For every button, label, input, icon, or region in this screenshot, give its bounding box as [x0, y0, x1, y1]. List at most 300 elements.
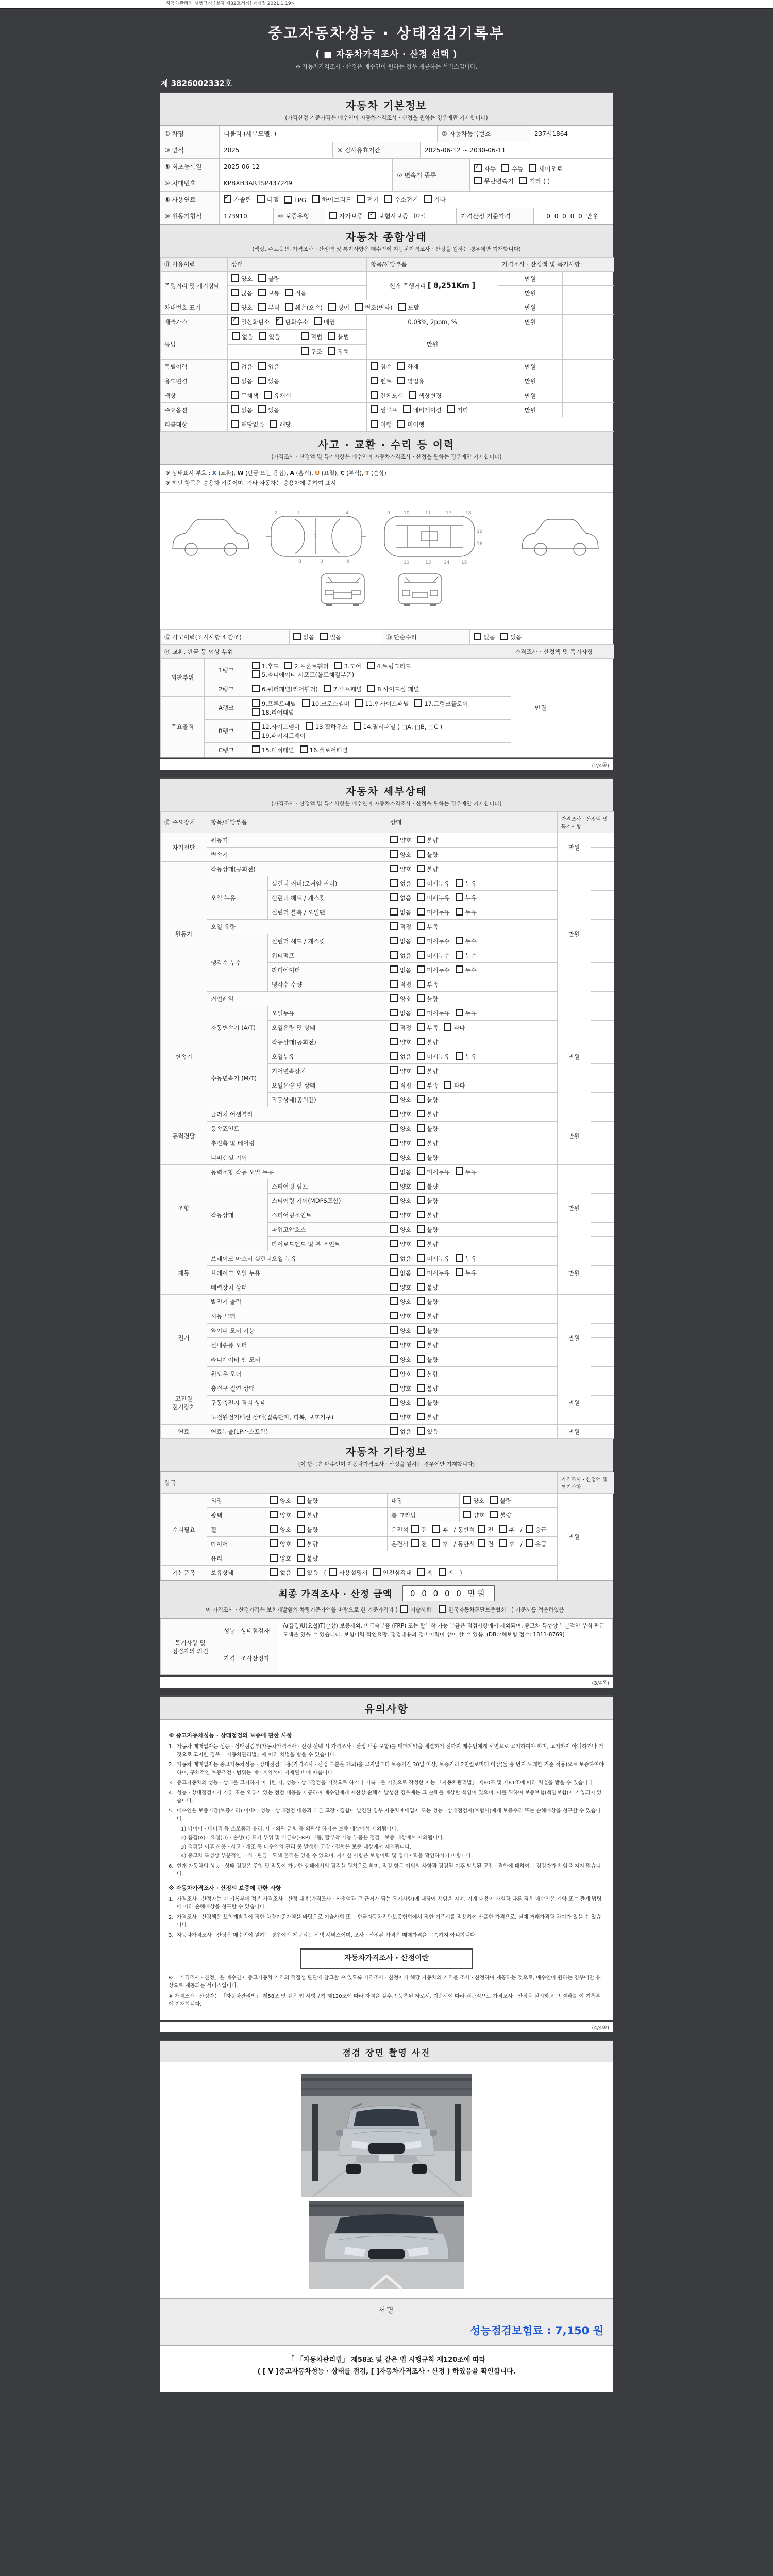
checkbox[interactable]: [384, 195, 392, 203]
note-cell: [563, 403, 614, 417]
checkbox[interactable]: [417, 850, 425, 858]
checkbox[interactable]: [371, 420, 378, 428]
notice-subitem: 3) 점검일 이후 사용 · 사고 · 개조 등 매수인의 관리 중 발생한 고장 · 결함은 보증 대상에서 제외됩니다.: [181, 1844, 412, 1850]
checkbox[interactable]: [367, 685, 375, 692]
checkbox[interactable]: [270, 420, 277, 428]
checkbox[interactable]: [390, 865, 398, 872]
checkbox[interactable]: [417, 879, 425, 887]
checkbox-option: 불량: [297, 1497, 318, 1504]
note-cell: [591, 876, 614, 891]
svg-text:10: 10: [404, 511, 410, 516]
checkbox[interactable]: [390, 1225, 398, 1233]
checkbox[interactable]: [526, 1525, 533, 1533]
checkbox[interactable]: [258, 289, 266, 296]
checkbox[interactable]: [259, 332, 266, 340]
checkbox-option: 수소전기: [384, 195, 418, 204]
device-item-label: 스티어링 기어(MDPS포함): [268, 1194, 386, 1208]
checkbox-option: 불량: [297, 1540, 318, 1548]
checkbox[interactable]: [252, 670, 260, 678]
checkbox[interactable]: [411, 1539, 419, 1547]
checkbox[interactable]: [258, 303, 266, 311]
section-accident-history: [160, 432, 613, 465]
checkbox[interactable]: [390, 1066, 398, 1074]
checkbox[interactable]: [397, 377, 405, 384]
checkbox[interactable]: [297, 1511, 305, 1518]
checkbox[interactable]: [417, 1124, 425, 1132]
checkbox-option: 전체도색: [371, 392, 403, 399]
checkbox[interactable]: [284, 196, 292, 204]
checkbox[interactable]: [499, 1525, 507, 1533]
checkbox[interactable]: [390, 1240, 398, 1247]
note-cell: [563, 272, 614, 286]
checkbox-option: 자가보증: [329, 213, 363, 220]
checkbox[interactable]: [417, 1167, 425, 1175]
checkbox[interactable]: [252, 722, 260, 730]
checkbox-option: 누유: [456, 1053, 477, 1060]
checkbox[interactable]: [417, 1009, 425, 1016]
checkbox[interactable]: [417, 1211, 425, 1218]
checkbox[interactable]: [432, 1539, 440, 1547]
checkbox[interactable]: [306, 722, 313, 730]
checkbox[interactable]: [334, 662, 342, 669]
checkbox[interactable]: [390, 1124, 398, 1132]
checkbox[interactable]: [417, 951, 425, 959]
checkbox[interactable]: [297, 1539, 305, 1547]
checkbox[interactable]: [231, 289, 239, 296]
checkbox[interactable]: [270, 1511, 278, 1518]
checkbox[interactable]: [371, 405, 378, 413]
checkbox[interactable]: [456, 937, 463, 944]
checkbox[interactable]: [300, 745, 308, 753]
device-item-status: [386, 934, 558, 948]
checkbox[interactable]: [285, 303, 293, 311]
exterior-label: 외장: [207, 1494, 266, 1508]
checkbox[interactable]: [390, 937, 398, 944]
checkbox[interactable]: [390, 1398, 398, 1406]
checkbox[interactable]: [417, 1568, 425, 1576]
checkbox[interactable]: [417, 1182, 425, 1190]
checkbox[interactable]: [456, 879, 463, 887]
checkbox[interactable]: [390, 1312, 398, 1319]
device-item-status: [386, 1352, 558, 1367]
checkbox[interactable]: [232, 332, 240, 340]
checkbox[interactable]: [529, 164, 536, 172]
checkbox[interactable]: [397, 420, 405, 428]
checkbox[interactable]: [390, 1153, 398, 1161]
checkbox[interactable]: [417, 1312, 425, 1319]
checkbox[interactable]: [463, 1511, 471, 1518]
checkbox[interactable]: [417, 1384, 425, 1392]
device-item-status: [386, 1396, 558, 1410]
checkbox[interactable]: [390, 893, 398, 901]
checkbox[interactable]: [417, 1110, 425, 1117]
legend-line-2: ※ 하단 항목은 승용차 기준이며, 기타 자동차는 승용차에 준하여 표시: [165, 479, 337, 486]
checkbox[interactable]: [371, 391, 378, 399]
checkbox[interactable]: [417, 994, 425, 1002]
checkbox[interactable]: [320, 633, 328, 640]
checkbox-option: 양호: [390, 1154, 411, 1161]
checkbox[interactable]: [297, 1554, 305, 1562]
repair-needed-group: 수리필요: [161, 1494, 207, 1566]
checkbox[interactable]: [456, 1268, 463, 1276]
checkbox[interactable]: [417, 1095, 425, 1103]
checkbox[interactable]: [257, 195, 265, 203]
checkbox[interactable]: [328, 303, 336, 311]
legend-part: A: [290, 470, 294, 477]
inspection-period-label: ④ 검사유효기간: [333, 142, 421, 158]
basic-info-table: [160, 126, 613, 224]
checkbox[interactable]: [456, 1167, 463, 1175]
checkbox[interactable]: [417, 965, 425, 973]
checkbox[interactable]: [439, 1605, 446, 1613]
checkbox[interactable]: [390, 1052, 398, 1060]
checkbox-option: 미세누수: [417, 967, 449, 974]
note-cell: [591, 1367, 614, 1381]
section-title: 점검 장면 촬영 사진: [342, 2047, 431, 2058]
notice-line: ※ 「가격조사 · 산정」은 매수인이 중고자동차 가격의 적절성 판단에 참고할 수 있도록 가격조사 · 산정자가 해당 자동차의 가격을 조사 · 산정하여 제공하는 것으로, 매수인이 원하는 경우에만 유상으로 제공되는 서비스입니다.: [169, 1975, 601, 1989]
checkbox[interactable]: [499, 1539, 507, 1547]
checkbox[interactable]: [456, 1052, 463, 1060]
checkbox[interactable]: [390, 850, 398, 858]
checkbox[interactable]: [270, 1539, 278, 1547]
checkbox[interactable]: [390, 1254, 398, 1262]
checkbox[interactable]: [390, 1196, 398, 1204]
checkbox[interactable]: [231, 420, 239, 428]
checkbox-option: 3.도어: [334, 663, 361, 670]
checkbox[interactable]: [500, 633, 508, 640]
checkbox[interactable]: [398, 303, 406, 311]
checkbox[interactable]: [417, 1081, 425, 1089]
checkbox[interactable]: [390, 1139, 398, 1146]
checkbox[interactable]: [417, 908, 425, 916]
svg-text:7: 7: [314, 534, 317, 540]
checkbox[interactable]: [355, 699, 363, 707]
checkbox[interactable]: [390, 1326, 398, 1334]
checkbox[interactable]: [373, 1568, 381, 1576]
comprehensive-table: [160, 257, 614, 432]
checkbox[interactable]: [270, 1496, 278, 1504]
checkbox[interactable]: [417, 1297, 425, 1305]
checkbox[interactable]: [390, 1355, 398, 1363]
checkbox[interactable]: [417, 1052, 425, 1060]
checkbox[interactable]: [252, 699, 260, 707]
checkbox[interactable]: [371, 377, 378, 384]
section-title: 유의사항: [364, 1702, 409, 1715]
tuning-label: 튜닝: [161, 329, 228, 360]
checkbox[interactable]: [456, 893, 463, 901]
device-item-status: [386, 1410, 558, 1425]
checkbox-option: ✓ 가솔린: [224, 195, 251, 204]
section-note: (가격산정 기준가격은 매수인이 자동차가격조사 · 산정을 원하는 경우에만 기재합니다): [285, 115, 488, 121]
checkbox[interactable]: [417, 922, 425, 930]
checkbox[interactable]: [417, 1283, 425, 1291]
checkbox-option: 없음: [390, 1269, 411, 1277]
checkbox[interactable]: [456, 1009, 463, 1016]
device-group-label: 연료: [161, 1425, 207, 1439]
checkbox[interactable]: [439, 1568, 446, 1576]
note-cell: [591, 920, 614, 934]
section-basic-info: [160, 93, 613, 126]
checkbox-option: 양호: [390, 1385, 411, 1392]
checkbox[interactable]: [409, 391, 416, 399]
checkbox-option: 적정: [390, 923, 411, 930]
note-cell: [591, 1208, 614, 1223]
checkbox[interactable]: [417, 1066, 425, 1074]
final-price-label: 최종 가격조사 · 산정 금액: [278, 1588, 393, 1600]
checkbox[interactable]: [302, 699, 310, 707]
checkbox-option: 불량: [417, 1327, 438, 1334]
checkbox[interactable]: [390, 980, 398, 988]
checkbox-option: 부족: [417, 1024, 438, 1031]
checkbox-checked[interactable]: [276, 317, 283, 325]
checkbox[interactable]: [252, 745, 260, 753]
checkbox[interactable]: [252, 685, 260, 692]
note-cell: [570, 659, 614, 757]
checkbox[interactable]: [501, 164, 509, 172]
checkbox[interactable]: [417, 1341, 425, 1348]
price-cell: 만원: [558, 862, 591, 1006]
checkbox[interactable]: [478, 1539, 485, 1547]
checkbox-checked[interactable]: [474, 164, 482, 172]
checkbox[interactable]: [312, 195, 320, 203]
checkbox[interactable]: [417, 836, 425, 843]
checkbox[interactable]: [417, 865, 425, 872]
checkbox[interactable]: [390, 1369, 398, 1377]
note-cell: [498, 329, 563, 360]
checkbox[interactable]: [297, 1525, 305, 1533]
checkbox[interactable]: [355, 303, 363, 311]
checkbox[interactable]: [390, 1384, 398, 1392]
checkbox[interactable]: [417, 1427, 425, 1435]
checkbox[interactable]: [417, 1225, 425, 1233]
checkbox[interactable]: [390, 1427, 398, 1435]
checkbox[interactable]: [270, 1554, 278, 1562]
checkbox[interactable]: [258, 405, 266, 413]
panel-notice: [160, 1695, 613, 2020]
device-item-status: [386, 1237, 558, 1251]
checkbox[interactable]: [297, 1496, 305, 1504]
svg-text:4: 4: [346, 511, 349, 516]
checkbox[interactable]: [474, 177, 482, 184]
svg-text:19: 19: [477, 529, 483, 535]
checkbox[interactable]: [456, 908, 463, 916]
document-number: 제 3826002332호: [161, 79, 232, 88]
checkbox[interactable]: [390, 965, 398, 973]
checkbox[interactable]: [231, 405, 239, 413]
exchange-title: ⑭ 교환, 판금 등 이상 부위: [161, 645, 511, 659]
final-price-value: 0 0 0 0 0 만원: [402, 1585, 495, 1601]
checkbox-option: 양호: [390, 1342, 411, 1349]
checkbox-option: 상이: [328, 304, 349, 311]
inspection-fee: 성능점검보험료 : 7,150 원: [469, 2324, 603, 2337]
checkbox[interactable]: [397, 362, 405, 370]
checkbox[interactable]: [417, 1326, 425, 1334]
checkbox[interactable]: [526, 1539, 533, 1547]
checkbox[interactable]: [285, 289, 293, 296]
device-subgroup-label: 작동상태: [207, 1179, 268, 1251]
checkbox[interactable]: [424, 195, 432, 203]
checkbox[interactable]: [444, 1081, 451, 1089]
checkbox[interactable]: [371, 362, 378, 370]
legend-part: (판금 또는 용접),: [243, 470, 290, 477]
checkbox[interactable]: [390, 1023, 398, 1031]
checkbox[interactable]: [417, 1139, 425, 1146]
checkbox[interactable]: [252, 662, 260, 669]
checkbox[interactable]: [417, 1038, 425, 1045]
checkbox-option: 응급: [526, 1540, 547, 1548]
device-item-status: [386, 963, 558, 977]
checkbox[interactable]: [417, 980, 425, 988]
note-cell: [591, 1381, 614, 1396]
checkbox-option: 불량: [417, 1313, 438, 1320]
checkbox[interactable]: [258, 362, 266, 370]
checkbox[interactable]: [354, 722, 361, 730]
note-cell: [591, 891, 614, 905]
note-cell: [591, 1165, 614, 1179]
checkbox[interactable]: [390, 1268, 398, 1276]
checkbox[interactable]: [270, 1568, 278, 1576]
checkbox[interactable]: [390, 879, 398, 887]
checkbox[interactable]: [390, 836, 398, 843]
checkbox[interactable]: [390, 922, 398, 930]
checkbox[interactable]: [490, 1496, 498, 1504]
checkbox[interactable]: [390, 1182, 398, 1190]
rank1-options: [248, 659, 511, 682]
checkbox[interactable]: [252, 731, 260, 739]
tire-extra-options: [388, 1537, 558, 1551]
checkbox[interactable]: [301, 332, 309, 340]
rankC-options: [248, 743, 511, 757]
checkbox-option: 누유: [456, 1255, 477, 1262]
checkbox[interactable]: [403, 405, 411, 413]
checkbox[interactable]: [329, 212, 337, 219]
price-cell: 만원: [498, 403, 563, 417]
checkbox[interactable]: [329, 1568, 337, 1576]
checkbox[interactable]: [270, 1525, 278, 1533]
checkbox-option: 해당: [270, 421, 291, 428]
checkbox-option: 불량: [417, 1140, 438, 1147]
option-text: (: [324, 1569, 326, 1577]
current-mileage: 현재 주행거리 [ 8,251Km ]: [367, 272, 498, 300]
note-cell: [591, 1078, 614, 1093]
checkbox[interactable]: [417, 1196, 425, 1204]
checkbox[interactable]: [417, 1398, 425, 1406]
checkbox[interactable]: [463, 1496, 471, 1504]
device-item-status: [386, 1324, 558, 1338]
checkbox[interactable]: [324, 685, 331, 692]
checkbox[interactable]: [478, 1525, 485, 1533]
checkbox[interactable]: [417, 893, 425, 901]
checkbox[interactable]: [417, 1023, 425, 1031]
checkbox[interactable]: [390, 994, 398, 1002]
checkbox[interactable]: [297, 1568, 305, 1576]
checkbox[interactable]: [390, 1081, 398, 1089]
svg-text:3: 3: [320, 559, 323, 565]
section-note: (이 항목은 매수인이 자동차가격조사 · 산정을 원하는 경우에만 기재합니다): [298, 1461, 475, 1468]
checkbox[interactable]: [390, 1095, 398, 1103]
checkbox[interactable]: [357, 195, 365, 203]
checkbox[interactable]: [231, 377, 239, 384]
checkbox[interactable]: [417, 1413, 425, 1420]
checkbox[interactable]: [444, 1023, 451, 1031]
price-cell: 만원: [558, 833, 591, 862]
checkbox[interactable]: [258, 377, 266, 384]
checkbox[interactable]: [390, 951, 398, 959]
checkbox[interactable]: [284, 662, 292, 669]
checkbox[interactable]: [490, 1511, 498, 1518]
checkbox[interactable]: [411, 1525, 419, 1533]
checkbox[interactable]: [400, 1605, 408, 1613]
checkbox-checked[interactable]: [224, 195, 231, 203]
checkbox[interactable]: [328, 347, 335, 355]
legend-part: (부식),: [344, 470, 365, 477]
checkbox[interactable]: [447, 405, 455, 413]
checkbox[interactable]: [293, 633, 301, 640]
checkbox[interactable]: [390, 1211, 398, 1218]
checkbox[interactable]: [231, 274, 239, 282]
checkbox[interactable]: [474, 633, 481, 640]
checkbox[interactable]: [432, 1525, 440, 1533]
checkbox[interactable]: [417, 1369, 425, 1377]
checkbox[interactable]: [328, 332, 335, 340]
checkbox[interactable]: [390, 1297, 398, 1305]
checkbox[interactable]: [414, 699, 422, 707]
checkbox[interactable]: [390, 1341, 398, 1348]
checkbox[interactable]: [519, 177, 527, 184]
device-item-label: 실린더 커버(로커암 커버): [268, 876, 386, 891]
legend-line-1: [165, 469, 608, 479]
checkbox[interactable]: [231, 303, 239, 311]
device-item-label: 냉각수 수량: [268, 977, 386, 992]
checkbox[interactable]: [258, 274, 266, 282]
checkbox[interactable]: [417, 1254, 425, 1262]
checkbox[interactable]: [301, 347, 309, 355]
checkbox-checked[interactable]: [231, 317, 239, 325]
checkbox[interactable]: [367, 662, 375, 669]
checkbox[interactable]: [417, 1355, 425, 1363]
checkbox[interactable]: [417, 1240, 425, 1247]
base-price-label: 가격산정 기준가격: [457, 208, 534, 224]
checkbox[interactable]: [417, 1153, 425, 1161]
checkbox-option: 있음: [258, 406, 279, 414]
checkbox-option: 4.트렁크리드: [367, 663, 411, 670]
checkbox[interactable]: [456, 951, 463, 959]
checkbox[interactable]: [314, 317, 322, 325]
checkbox[interactable]: [390, 1009, 398, 1016]
device-item-label: 오일유량 및 상태: [268, 1021, 386, 1035]
checkbox[interactable]: [417, 937, 425, 944]
checkbox[interactable]: [252, 708, 260, 716]
checkbox[interactable]: [264, 391, 272, 399]
svg-text:8: 8: [298, 559, 301, 565]
checkbox[interactable]: [390, 1283, 398, 1291]
checkbox[interactable]: [456, 965, 463, 973]
checkbox[interactable]: [390, 1167, 398, 1175]
note-cell: [591, 1251, 614, 1266]
checkbox[interactable]: [390, 908, 398, 916]
checkbox[interactable]: [231, 391, 239, 399]
checkbox-option: 누수: [456, 938, 477, 945]
checkbox[interactable]: [231, 362, 239, 370]
device-item-label: 구동축전지 격리 상태: [207, 1396, 386, 1410]
checkbox[interactable]: [390, 1038, 398, 1045]
checkbox[interactable]: [456, 1254, 463, 1262]
checkbox[interactable]: [390, 1110, 398, 1117]
checkbox[interactable]: [390, 1413, 398, 1420]
checkbox-checked[interactable]: [368, 212, 376, 219]
checkbox-option: 없음: [390, 880, 411, 887]
checkbox[interactable]: [417, 1268, 425, 1276]
